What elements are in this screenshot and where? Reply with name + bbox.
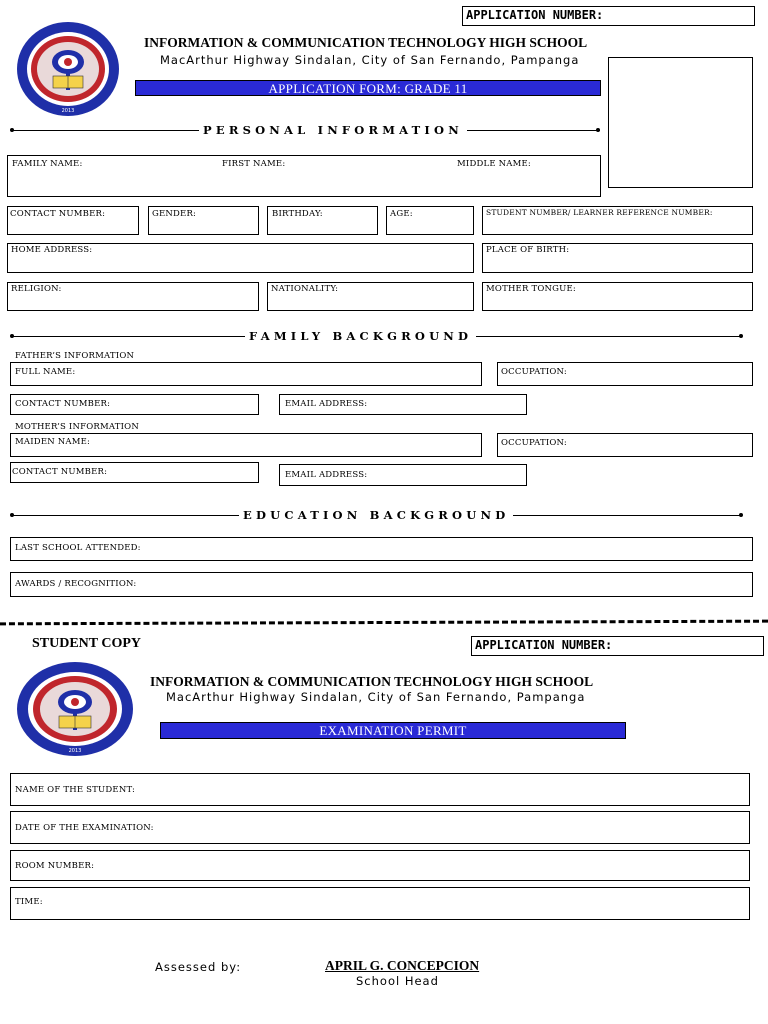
section-title-education: EDUCATION BACKGROUND xyxy=(239,508,513,522)
divider-dot xyxy=(739,513,743,517)
seal-year: 2013 xyxy=(68,748,82,754)
school-seal xyxy=(15,20,121,118)
student-name-label: NAME OF THE STUDENT: xyxy=(15,785,136,795)
application-number-label: APPLICATION NUMBER: xyxy=(466,8,604,22)
birthday-label: BIRTHDAY: xyxy=(272,209,323,219)
application-number-field[interactable] xyxy=(462,6,755,26)
student-number-label: STUDENT NUMBER/ LEARNER REFERENCE NUMBER: xyxy=(486,208,713,217)
father-contact-label: CONTACT NUMBER: xyxy=(15,399,111,409)
mother-info-header: MOTHER’S INFORMATION xyxy=(15,422,139,432)
cut-line xyxy=(0,620,768,626)
place-of-birth-label: PLACE OF BIRTH: xyxy=(486,245,570,255)
student-copy-label: STUDENT COPY xyxy=(32,636,142,651)
mother-maiden-name-label: MAIDEN NAME: xyxy=(15,437,91,447)
nationality-label: NATIONALITY: xyxy=(271,284,339,294)
seal-year: 2013 xyxy=(61,108,75,114)
permit-school-address: MacArthur Highway Sindalan, City of San Fernando, Pampanga xyxy=(166,690,586,704)
father-occupation-label: OCCUPATION: xyxy=(501,367,567,377)
divider-dot xyxy=(10,128,14,132)
divider-dot xyxy=(10,334,14,338)
first-name-label: FIRST NAME: xyxy=(222,159,286,169)
father-full-name-field[interactable] xyxy=(10,362,482,386)
mother-tongue-label: MOTHER TONGUE: xyxy=(486,284,576,294)
father-info-header: FATHER’S INFORMATION xyxy=(15,351,135,361)
school-seal xyxy=(15,660,135,758)
age-label: AGE: xyxy=(390,209,413,219)
section-title-personal: PERSONAL INFORMATION xyxy=(199,123,467,137)
form-title-banner: APPLICATION FORM: GRADE 11 xyxy=(135,80,601,96)
permit-application-number-field[interactable] xyxy=(471,636,764,656)
time-label: TIME: xyxy=(15,897,43,907)
exam-date-label: DATE OF THE EXAMINATION: xyxy=(15,823,154,833)
mother-contact-label: CONTACT NUMBER: xyxy=(12,467,108,477)
school-address: MacArthur Highway Sindalan, City of San Fernando, Pampanga xyxy=(160,53,580,67)
photo-box[interactable] xyxy=(608,57,753,188)
middle-name-label: MIDDLE NAME: xyxy=(457,159,531,169)
father-full-name-label: FULL NAME: xyxy=(15,367,76,377)
family-name-label: FAMILY NAME: xyxy=(12,159,83,169)
signatory-title: School Head xyxy=(356,974,439,988)
section-title-family: FAMILY BACKGROUND xyxy=(245,329,476,343)
permit-title-banner: EXAMINATION PERMIT xyxy=(160,722,626,739)
school-name: INFORMATION & COMMUNICATION TECHNOLOGY HIGH SCHOOL xyxy=(144,35,588,50)
last-school-label: LAST SCHOOL ATTENDED: xyxy=(15,543,141,553)
mother-email-label: EMAIL ADDRESS: xyxy=(285,470,368,480)
divider-dot xyxy=(10,513,14,517)
awards-label: AWARDS / RECOGNITION: xyxy=(15,579,137,589)
divider-dot xyxy=(739,334,743,338)
gender-label: GENDER: xyxy=(152,209,197,219)
assessed-by-label: Assessed by: xyxy=(155,960,242,974)
signatory-name: APRIL G. CONCEPCION xyxy=(325,958,480,973)
religion-label: RELIGION: xyxy=(11,284,62,294)
divider-dot xyxy=(596,128,600,132)
contact-number-label: CONTACT NUMBER: xyxy=(10,209,106,219)
home-address-label: HOME ADDRESS: xyxy=(11,245,93,255)
application-number-label: APPLICATION NUMBER: xyxy=(475,638,613,652)
father-email-label: EMAIL ADDRESS: xyxy=(285,399,368,409)
room-number-label: ROOM NUMBER: xyxy=(15,861,95,871)
mother-occupation-label: OCCUPATION: xyxy=(501,438,567,448)
permit-school-name: INFORMATION & COMMUNICATION TECHNOLOGY HIGH SCHOOL xyxy=(150,674,594,689)
room-number-field[interactable] xyxy=(10,850,750,881)
time-field[interactable] xyxy=(10,887,750,920)
